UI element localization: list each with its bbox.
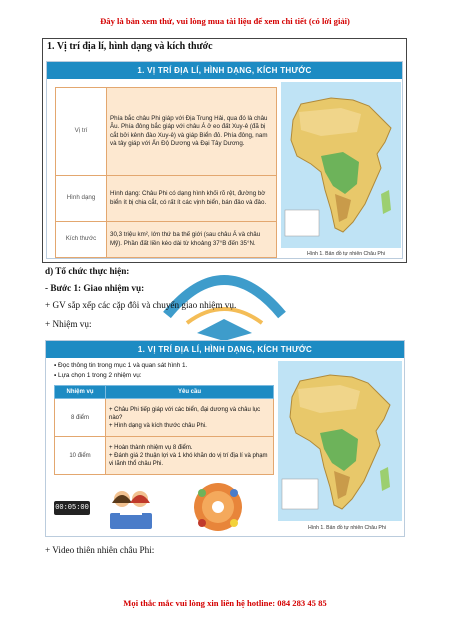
bullet-read-text: Đọc thông tin trong mục 1 và quan sát hình 1. <box>58 362 188 369</box>
bullet-choose: ▪ Lựa chọn 1 trong 2 nhiệm vụ: <box>54 372 142 379</box>
task-10-points: 10 điểm <box>55 437 106 475</box>
map-1-caption: Hình 1. Bản đồ tự nhiên Châu Phi <box>307 251 385 257</box>
video-line: + Video thiên nhiên châu Phi: <box>45 545 155 555</box>
task-8-req-2: + Hình dạng và kích thước châu Phi. <box>109 422 207 429</box>
students-illustration <box>106 483 156 533</box>
row-label-shape: Hình dạng <box>56 176 107 222</box>
row-label-location: Vị trí <box>56 88 107 176</box>
col-task: Nhiệm vụ <box>55 386 106 399</box>
task-10-req-2: + Đánh giá 2 thuận lợi và 1 khó khăn do vị trí địa lí và phạm vi lãnh thổ châu Phi. <box>109 452 268 467</box>
slide-2-banner: 1. VỊ TRÍ ĐỊA LÍ, HÌNH DẠNG, KÍCH THƯỚC <box>46 341 404 358</box>
map-2-caption: Hình 1. Bản đồ tự nhiên Châu Phi <box>308 525 386 531</box>
org-heading: d) Tổ chức thực hiện: <box>45 266 130 276</box>
section-1-title: 1. Vị trí địa lí, hình dạng và kích thước <box>47 41 213 52</box>
africa-map-1 <box>281 82 401 248</box>
gv-instruction: + GV sắp xếp các cặp đôi và chuyển giao nhiệm vụ. <box>45 300 237 310</box>
step1-heading: - Bước 1: Giao nhiệm vụ: <box>45 283 145 293</box>
task-label: + Nhiệm vụ: <box>45 319 92 329</box>
preview-notice: Đây là bản xem thử, vui lòng mua tài liệu để xem chi tiết (có lời giải) <box>100 16 350 26</box>
task-8-req-1: + Châu Phi tiếp giáp với các biển, đại dương và châu lục nào? <box>109 406 261 421</box>
task-table <box>54 385 274 475</box>
africa-map-2 <box>278 361 402 521</box>
task-8-requirements <box>106 399 274 437</box>
row-label-size: Kích thước <box>56 222 107 258</box>
info-table <box>55 87 277 258</box>
task-8-points: 8 điểm <box>55 399 106 437</box>
row-text-size: 30,3 triệu km², lớn thứ ba thế giới (sau châu Á và châu Mỹ). Phần đất liền kéo dài từ khoảng 37°B đến 35°N. <box>107 222 277 258</box>
hotline-notice: Mọi thắc mắc vui lòng xin liên hệ hotline: 084 283 45 85 <box>123 598 327 608</box>
task-10-req-1: + Hoàn thành nhiệm vụ 8 điểm. <box>109 444 193 451</box>
countdown-timer: 00:05:00 <box>54 501 90 515</box>
bullet-choose-text: Lựa chọn 1 trong 2 nhiệm vụ: <box>58 372 142 379</box>
row-text-shape: Hình dạng: Châu Phi có dạng hình khối rõ rệt, đường bờ biển ít bị chia cắt, có rất ít các vịnh biển, bán đảo và đảo. <box>107 176 277 222</box>
slide-2 <box>45 340 405 537</box>
gear-badge-illustration <box>190 479 246 535</box>
slide-1-banner: 1. VỊ TRÍ ĐỊA LÍ, HÌNH DẠNG, KÍCH THƯỚC <box>47 62 402 79</box>
task-10-requirements <box>106 437 274 475</box>
bullet-read: ▪ Đọc thông tin trong mục 1 và quan sát hình 1. <box>54 362 188 369</box>
col-requirement: Yêu cầu <box>106 386 274 399</box>
slide-1 <box>46 61 403 259</box>
row-text-location: Phía bắc châu Phi giáp với Địa Trung Hải, qua đó là châu Âu. Phía đông bắc giáp với châu Á ở eo đất Xuy-ê (đã bị cắt bởi kênh đào Xuy-ê) và giáp Biển đỏ. Phía đông, nam và tây giáp với Ấn Độ Dương và Đại Tây Dương. <box>107 88 277 176</box>
